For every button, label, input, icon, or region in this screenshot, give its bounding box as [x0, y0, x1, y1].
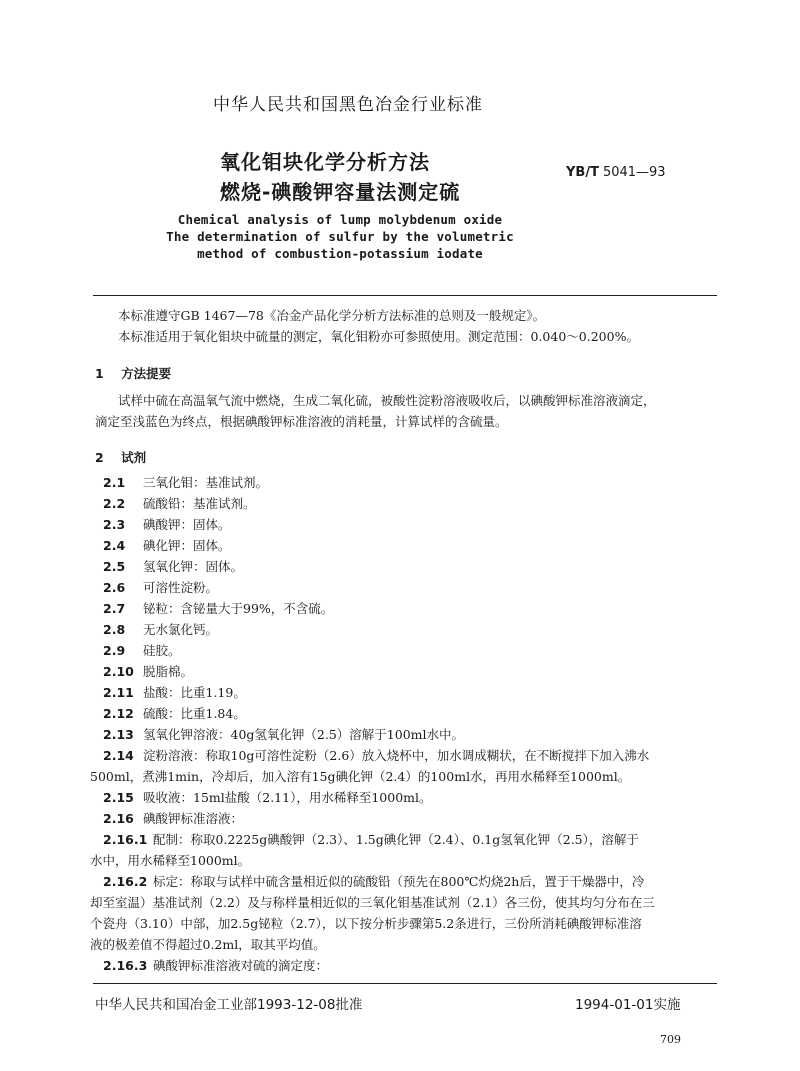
item-text: 硫酸：比重1.84。 [143, 706, 246, 721]
effective-date: 1994-01-01实施 [575, 997, 681, 1013]
item-text: 碘酸钾：固体。 [143, 517, 231, 532]
list-item [103, 662, 193, 680]
list-item [103, 620, 218, 638]
list-item [103, 515, 231, 533]
standard-number [566, 165, 666, 180]
item-text: 三氧化钼：基准试剂。 [143, 475, 269, 490]
section-1-line-1: 试样中硫在高温氧气流中燃烧，生成二氧化硫，被酸性淀粉溶液吸收后，以碘酸钾标准溶液滴定， [118, 393, 656, 408]
section-1-line-2: 滴定至浅蓝色为终点，根据碘酸钾标准溶液的消耗量，计算试样的含硫量。 [95, 414, 508, 429]
section-number: 2 [95, 450, 104, 465]
list-item [103, 641, 181, 659]
english-title-line2: The determination of sulfur by the volumetric [166, 229, 514, 244]
item-number: 2.16.2 [103, 874, 148, 889]
list-item [103, 536, 231, 554]
item-number: 2.5 [103, 559, 126, 574]
item-number: 2.8 [103, 622, 126, 637]
item-text: 无水氯化钙。 [143, 622, 219, 637]
list-item [103, 599, 333, 617]
item-text: 可溶性淀粉。 [143, 580, 219, 595]
section-1-heading [95, 364, 171, 382]
list-item [103, 956, 328, 974]
list-item-2-16-2-line1 [103, 872, 644, 890]
item-text: 淀粉溶液：称取10g可溶性淀粉（2.6）放入烧杯中，加水调成糊状，在不断搅拌下加入沸水 [143, 748, 650, 763]
item-number: 2.7 [103, 601, 126, 616]
item-text: 铋粒：含铋量大于99%，不含硫。 [143, 601, 334, 616]
list-item-2-16-1-line1 [103, 830, 639, 848]
list-item [103, 473, 268, 491]
list-item [103, 704, 246, 722]
item-text: 盐酸：比重1.19。 [143, 685, 246, 700]
item-number: 2.16 [103, 811, 134, 826]
list-item-2-14-line1 [103, 746, 649, 764]
intro-paragraph-1: 本标准遵守GB 1467—78《冶金产品化学分析方法标准的总则及一般规定》。 [118, 308, 546, 323]
item-text: 碘化钾：固体。 [143, 538, 231, 553]
document-title-line1: 氧化钼块化学分析方法 [220, 150, 430, 174]
item-number: 2.6 [103, 580, 126, 595]
standard-prefix: YB/T [566, 165, 599, 180]
item-number: 2.15 [103, 790, 134, 805]
english-title-line3: method of combustion-potassium iodate [197, 246, 483, 261]
list-item-2-16-1-line2: 水中，用水稀释至1000ml。 [90, 853, 251, 868]
english-title-line1: Chemical analysis of lump molybdenum oxide [177, 212, 503, 227]
list-item [103, 788, 432, 806]
approval-line: 中华人民共和国冶金工业部1993-12-08批准 [95, 997, 363, 1013]
item-text: 碘酸钾标准溶液对硫的滴定度： [153, 958, 329, 973]
list-item-2-16-2-line4: 液的极差值不得超过0.2ml，取其平均值。 [90, 937, 326, 952]
item-number: 2.16.1 [103, 832, 148, 847]
section-2-heading [95, 448, 146, 466]
item-text: 脱脂棉。 [143, 664, 194, 679]
section-title: 试剂 [121, 450, 147, 465]
standard-code: 5041—93 [602, 165, 666, 180]
list-item-2-16-2-line2: 却至室温）基准试剂（2.2）及与称样量相近似的三氧化钼基准试剂（2.1）各三份，使其均匀分布在三 [90, 895, 655, 910]
item-text: 碘酸钾标准溶液： [143, 811, 244, 826]
header-divider [93, 295, 717, 296]
item-number: 2.10 [103, 664, 134, 679]
list-item [103, 809, 243, 827]
item-number: 2.4 [103, 538, 126, 553]
item-text: 吸收液：15ml盐酸（2.11），用水稀释至1000ml。 [143, 790, 432, 805]
list-item-2-16-2-line3: 个瓷舟（3.10）中部，加2.5g铋粒（2.7），以下按分析步骤第5.2条进行，三份所消耗碘酸钾标准溶 [90, 916, 642, 931]
item-number: 2.1 [103, 475, 126, 490]
item-text: 硫酸铅：基准试剂。 [143, 496, 256, 511]
item-number: 2.14 [103, 748, 134, 763]
item-number: 2.9 [103, 643, 126, 658]
intro-paragraph-2: 本标准适用于氧化钼块中硫量的测定，氧化钼粉亦可参照使用。测定范围：0.040～0.200%。 [118, 329, 639, 344]
item-number: 2.16.3 [103, 958, 148, 973]
list-item [103, 494, 256, 512]
list-item [103, 557, 243, 575]
item-text: 标定：称取与试样中硫含量相近似的硫酸铅（预先在800℃灼烧2h后，置于干燥器中，冷 [153, 874, 645, 889]
section-title: 方法提要 [121, 366, 172, 381]
footer-divider [93, 983, 717, 984]
list-item-2-14-line2: 500ml，煮沸1min，冷却后，加入溶有15g碘化钾（2.4）的100ml水，再用水稀释至1000ml。 [90, 769, 631, 784]
item-number: 2.11 [103, 685, 134, 700]
section-number: 1 [95, 366, 104, 381]
item-number: 2.12 [103, 706, 134, 721]
issuing-authority-header: 中华人民共和国黑色冶金行业标准 [213, 95, 483, 115]
item-text: 氢氧化钾溶液：40g氢氧化钾（2.5）溶解于100ml水中。 [143, 727, 464, 742]
item-number: 2.3 [103, 517, 126, 532]
item-number: 2.13 [103, 727, 134, 742]
item-number: 2.2 [103, 496, 126, 511]
list-item [103, 578, 218, 596]
item-text: 硅胶。 [143, 643, 181, 658]
item-text: 配制：称取0.2225g碘酸钾（2.3）、1.5g碘化钾（2.4）、0.1g氢氧化钾（2.5），溶解于 [153, 832, 639, 847]
page-number: 709 [660, 1033, 681, 1046]
document-title-line2: 燃烧-碘酸钾容量法测定硫 [220, 180, 461, 204]
list-item [103, 683, 246, 701]
item-text: 氢氧化钾：固体。 [143, 559, 244, 574]
list-item [103, 725, 464, 743]
